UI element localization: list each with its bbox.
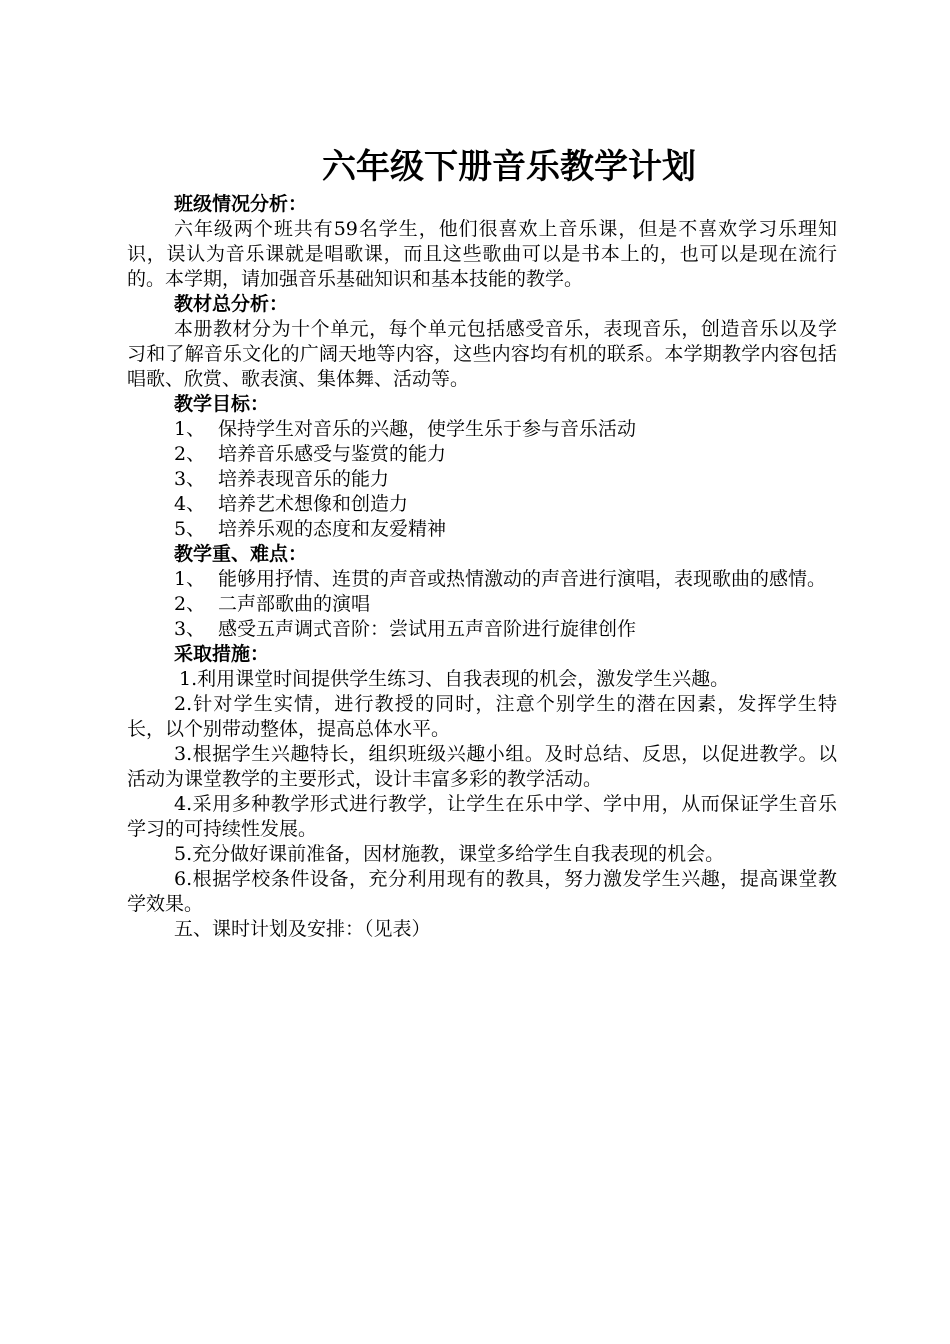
goal-number: 3、 [174,468,206,490]
textbook-analysis-heading: 教材总分析： [174,293,289,315]
goal-item [127,442,837,467]
goal-text: 培养表现音乐的能力 [218,468,390,490]
measure-item: 2.针对学生实情，进行教授的同时，注意个别学生的潜在因素，发挥学生特长，以个别带动整体，提高总体水平。 [127,693,837,740]
goal-number: 4、 [174,493,206,515]
measure-item: 3.根据学生兴趣特长，组织班级兴趣小组。及时总结、反思，以促进教学。以活动为课堂教学的主要形式，设计丰富多彩的教学活动。 [127,743,837,790]
measure-item: 6.根据学校条件设备，充分利用现有的教具，努力激发学生兴趣，提高课堂教学效果。 [127,868,837,915]
key-points-heading: 教学重、难点： [174,543,308,565]
goal-text: 培养乐观的态度和友爱精神 [218,518,447,540]
goal-number: 2、 [174,443,206,465]
goal-number: 1、 [174,418,206,440]
document-title: 六年级下册音乐教学计划 [322,147,696,187]
goal-item [127,492,837,517]
goal-item [127,467,837,492]
goal-item [127,417,837,442]
measure-item: 5.充分做好课前准备，因材施教，课堂多给学生自我表现的机会。 [174,843,725,865]
key-point-item [127,592,837,617]
key-point-number: 1、 [174,568,206,590]
measure-item: 4.采用多种教学形式进行教学，让学生在乐中学、学中用，从而保证学生音乐学习的可持续性发展。 [127,793,837,840]
class-analysis-heading: 班级情况分析： [174,193,308,215]
key-point-number: 2、 [174,593,206,615]
goal-item [127,517,837,542]
goal-text: 保持学生对音乐的兴趣，使学生乐于参与音乐活动 [218,418,637,440]
goal-number: 5、 [174,518,206,540]
key-point-item [127,617,837,642]
key-point-item [127,567,837,592]
measures-heading: 采取措施： [174,643,270,665]
document-body [127,192,837,942]
measure-item: 1.利用课堂时间提供学生练习、自我表现的机会，激发学生兴趣。 [179,668,730,690]
goal-text: 培养音乐感受与鉴赏的能力 [218,443,447,465]
title-container [0,142,950,192]
key-point-text: 二声部歌曲的演唱 [218,593,371,615]
key-point-number: 3、 [174,618,206,640]
goals-heading: 教学目标： [174,393,270,415]
key-point-text: 感受五声调式音阶：尝试用五声音阶进行旋律创作 [218,618,637,640]
goal-text: 培养艺术想像和创造力 [218,493,409,515]
key-point-text: 能够用抒情、连贯的声音或热情激动的声音进行演唱，表现歌曲的感情。 [218,568,827,590]
textbook-analysis-text: 本册教材分为十个单元，每个单元包括感受音乐，表现音乐，创造音乐以及学习和了解音乐文化的广阔天地等内容，这些内容均有机的联系。本学期教学内容包括唱歌、欣赏、歌表演、集体舞、活动等。 [127,318,837,390]
schedule-line: 五、课时计划及安排：（见表） [174,918,431,940]
class-analysis-text: 六年级两个班共有59名学生，他们很喜欢上音乐课，但是不喜欢学习乐理知识，误认为音乐课就是唱歌课，而且这些歌曲可以是书本上的，也可以是现在流行的。本学期，请加强音乐基础知识和基本技能的教学。 [127,218,837,290]
